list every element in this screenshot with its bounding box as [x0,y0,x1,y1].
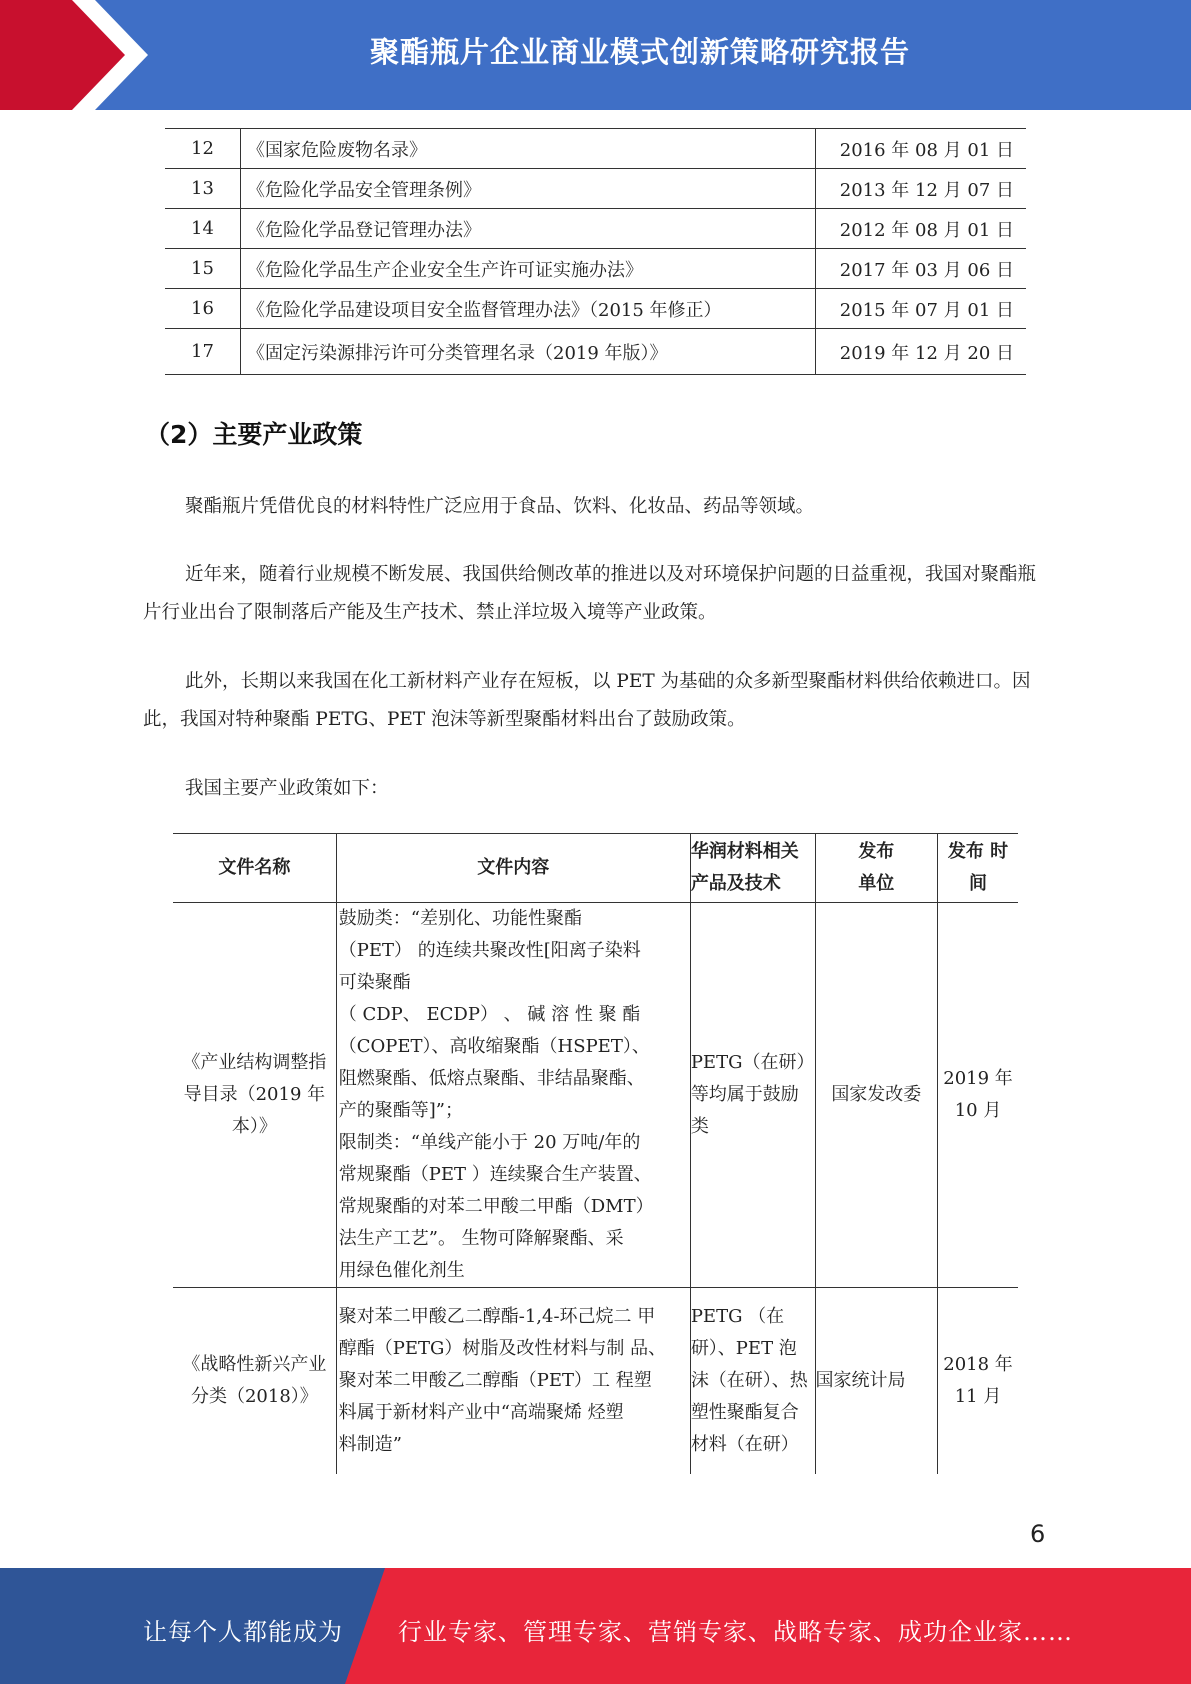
regulation-date: 2013 年 12 月 07 日 [816,169,1027,209]
content-line: 用绿色催化剂生 [338,1260,465,1281]
row-number: 17 [165,329,241,375]
regulation-name: 《固定污染源排污许可分类管理名录（2019 年版）》 [241,329,816,375]
table-row [165,169,1026,209]
regulation-date: 2016 年 08 月 01 日 [816,129,1027,169]
regulation-name: 《危险化学品安全管理条例》 [241,169,816,209]
content-line: 醇酯（PETG）树脂及改性材料与制 品、 [338,1337,667,1359]
footer-slogan-left: 让每个人都能成为 [143,1618,343,1646]
policy-name [173,903,336,1288]
paragraph-1: 聚酯瓶片凭借优良的材料特性广泛应用于食品、饮料、化妆品、药品等领域。 [185,496,815,517]
header-related-products [690,834,815,903]
regulation-date: 2017 年 03 月 06 日 [816,249,1027,289]
page-number: 6 [1030,1520,1046,1548]
content-line: 法生产工艺”。 生物可降解聚酯、采 [338,1228,624,1249]
table-row [165,129,1026,169]
policy-issue-date [938,1288,1018,1474]
policy-content [336,903,690,1288]
report-title: 聚酯瓶片企业商业模式创新策略研究报告 [369,35,910,69]
row-number: 13 [165,169,241,209]
content-line: （ CDP、 ECDP） 、 碱 溶 性 聚 酯 [338,1004,641,1025]
regulation-name: 《危险化学品建设项目安全监督管理办法》（2015 年修正） [241,289,816,329]
content-line: 阻燃聚酯、低熔点聚酯、非结晶聚酯、 [338,1068,645,1089]
content-line: 料属于新材料产业中“高端聚烯 烃塑 [338,1401,624,1423]
regulation-name: 《危险化学品生产企业安全生产许可证实施办法》 [241,249,816,289]
header-issue-date [938,834,1018,903]
policy-name-text: 《战略性新兴产业分类（2018）》 [182,1353,327,1407]
header-related-products-line2: 产品及技术 [690,873,781,894]
row-number: 12 [165,129,241,169]
content-line: （COPET）、高收缩聚酯（HSPET）、 [338,1036,650,1057]
header-file-name: 文件名称 [173,834,336,903]
table-row [173,1288,1018,1474]
policy-name-text: 《产业结构调整指导目录（2019 年本）》 [182,1052,327,1137]
regulation-date: 2012 年 08 月 01 日 [816,209,1027,249]
content-line: 可染聚酯 [338,972,411,993]
issue-date-year: 2018 年 [943,1353,1013,1375]
content-line: 产的聚酯等]”； [338,1100,463,1121]
paragraph-3: 此外，长期以来我国在化工新材料产业存在短板，以 PET 为基础的众多新型聚酯材料供给依赖进口。因此，我国对特种聚酯 PETG、PET 泡沫等新型聚酯材料出台了鼓励政策。 [143,671,1031,730]
issue-date-year: 2019 年 [943,1068,1013,1089]
regulation-date: 2019 年 12 月 20 日 [816,329,1027,375]
regulation-name: 《国家危险废物名录》 [241,129,816,169]
policy-related-products: PETG（在研）等均属于鼓励类 [690,903,815,1288]
regulation-date: 2015 年 07 月 01 日 [816,289,1027,329]
section-heading: （2）主要产业政策 [145,420,363,449]
header-issuing-unit [815,834,938,903]
table-row [165,289,1026,329]
content-line: 鼓励类：“差别化、功能性聚酯 [338,908,582,929]
paragraph-2: 近年来，随着行业规模不断发展、我国供给侧改革的推进以及对环境保护问题的日益重视，我国对聚酯瓶片行业出台了限制落后产能及生产技术、禁止洋垃圾入境等产业政策。 [143,564,1037,623]
policy-related-products: PETG （在研）、PET 泡沫（在研）、热塑性聚酯复合材料（在研） [690,1288,815,1474]
regulation-name: 《危险化学品登记管理办法》 [241,209,816,249]
header-issuing-unit-line2: 单位 [858,873,895,894]
policy-name [173,1288,336,1474]
table-header-row [173,834,1018,903]
issue-date-month: 10 月 [954,1100,1002,1121]
content-line: 聚对苯二甲酸乙二醇酯-1,4-环己烷二 甲 [338,1305,656,1327]
content-line: 料制造” [338,1433,402,1455]
header-issuing-unit-line1: 发布 [858,841,895,862]
table-row [165,209,1026,249]
row-number: 16 [165,289,241,329]
policy-content [336,1288,690,1474]
policy-issuing-unit: 国家发改委 [815,903,938,1288]
row-number: 14 [165,209,241,249]
content-line: 聚对苯二甲酸乙二醇酯（PET）工 程塑 [338,1369,652,1391]
content-line: 限制类：“单线产能小于 20 万吨/年的 [338,1132,641,1153]
table-row [165,249,1026,289]
page-header [0,0,1191,110]
policy-issue-date [938,903,1018,1288]
table-row [173,903,1018,1288]
policy-table [173,833,1018,1474]
header-related-products-line1: 华润材料相关 [690,841,799,862]
policy-issuing-unit: 国家统计局 [815,1288,938,1474]
row-number: 15 [165,249,241,289]
footer-slogan-right: 行业专家、管理专家、营销专家、战略专家、成功企业家…… [398,1618,1073,1646]
content-line: 常规聚酯的对苯二甲酸二甲酯（DMT） [338,1196,654,1217]
header-issue-date-line1: 发布 时 [947,841,1009,862]
table-row [165,329,1026,375]
content-line: （PET） 的连续共聚改性[阳离子染料 [338,940,641,961]
header-issue-date-line2: 间 [969,873,988,894]
header-file-content: 文件内容 [336,834,690,903]
page-footer [0,1568,1191,1684]
regulations-table [165,128,1026,375]
content-line: 常规聚酯（PET ）连续聚合生产装置、 [338,1164,652,1185]
issue-date-month: 11 月 [954,1385,1002,1407]
paragraph-4: 我国主要产业政策如下： [185,778,389,799]
